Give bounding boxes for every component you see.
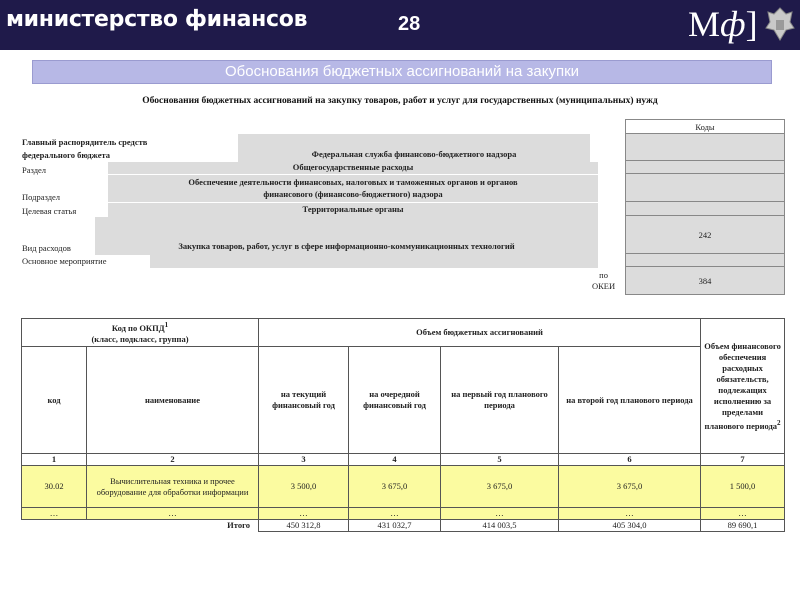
logo-letter-f: ф (720, 4, 746, 44)
code-header: код (22, 347, 87, 454)
main-activity-label: Основное мероприятие (22, 256, 107, 266)
okei-label-line1: по (599, 270, 608, 280)
target-item-label: Целевая статья (22, 206, 77, 216)
expense-type-label: Вид расходов (22, 243, 71, 253)
table-row (22, 508, 785, 520)
first-plan-year-header: на первый год планового периода (441, 347, 559, 454)
subsection-value-line1: Обеспечение деятельности финансовых, налоговых и таможенных органов и органов (188, 177, 518, 187)
target-item-field (108, 203, 598, 217)
row-second-plan-year: … (559, 508, 701, 520)
okpd-header (22, 319, 259, 347)
subsection-label: Подраздел (22, 192, 61, 202)
expense-type-value: Закупка товаров, работ, услуг в сфере информационно-коммуникационных технологий (178, 241, 515, 251)
current-year-header: на текущий финансовый год (259, 347, 349, 454)
appropriations-table (21, 318, 785, 532)
row-name: Вычислительная техника и прочее оборудование для обработки информации (87, 466, 259, 508)
row-financial-obligations: 1 500,0 (701, 466, 785, 508)
column-number: 4 (349, 454, 441, 466)
okei-code: 384 (626, 267, 785, 295)
coat-of-arms-icon (764, 4, 796, 44)
section-value: Общегосударственные расходы (292, 162, 414, 172)
total-next-year: 431 032,7 (349, 520, 441, 532)
total-current-year: 450 312,8 (259, 520, 349, 532)
total-financial-obligations: 89 690,1 (701, 520, 785, 532)
row-first-plan-year: 3 675,0 (441, 466, 559, 508)
column-number: 6 (559, 454, 701, 466)
table-row (22, 466, 785, 508)
section-banner: Обоснования бюджетных ассигнований на закупки (32, 60, 772, 84)
financial-obligations-text: Объем финансового обеспечения расходных обязательств, подлежащих исполнению за пределами планового периода (704, 340, 781, 431)
target-item-code (626, 202, 785, 216)
row-code: 30.02 (22, 466, 87, 508)
column-number: 1 (22, 454, 87, 466)
main-activity-field (150, 255, 598, 268)
logo-letter-m: М (688, 4, 721, 44)
section-label: Раздел (22, 165, 47, 175)
financial-obligations-header (701, 319, 785, 454)
column-number: 3 (259, 454, 349, 466)
subsection-code (626, 174, 785, 202)
row-code: … (22, 508, 87, 520)
codes-header: Коды (626, 120, 785, 134)
column-number: 7 (701, 454, 785, 466)
row-second-plan-year: 3 675,0 (559, 466, 701, 508)
row-name: … (87, 508, 259, 520)
second-plan-year-header: на второй год планового периода (559, 347, 701, 454)
column-number: 5 (441, 454, 559, 466)
column-number: 2 (87, 454, 259, 466)
row-current-year: 3 500,0 (259, 466, 349, 508)
chief-manager-field (238, 134, 590, 162)
logo-bracket: ] (745, 4, 758, 44)
name-header: наименование (87, 347, 259, 454)
total-spacer (22, 520, 87, 532)
chief-manager-label-line1: Главный распорядитель средств (22, 137, 148, 147)
subsection-value-line2: финансового (финансово-бюджетного) надзора (263, 189, 443, 199)
okpd-header-line2: (класс, подкласс, группа) (91, 333, 189, 344)
okpd-footnote-mark: 1 (164, 321, 169, 330)
chief-manager-value: Федеральная служба финансово-бюджетного надзора (311, 149, 517, 159)
row-financial-obligations: … (701, 508, 785, 520)
section-code (626, 161, 785, 174)
okei-label-line2: ОКЕИ (592, 281, 616, 291)
row-next-year: … (349, 508, 441, 520)
codes-table (625, 119, 785, 295)
slide-header (0, 0, 800, 50)
row-current-year: … (259, 508, 349, 520)
financial-footnote-mark: 2 (777, 418, 781, 427)
section-field (108, 162, 598, 174)
volume-header: Объем бюджетных ассигнований (259, 319, 701, 347)
form-subtitle: Обоснования бюджетных ассигнований на закупку товаров, работ и услуг для государственных (муниципальных) нужд (142, 96, 658, 106)
row-first-plan-year: … (441, 508, 559, 520)
expense-type-field (95, 217, 598, 255)
total-second-plan-year: 405 304,0 (559, 520, 701, 532)
ministry-title: министерство финансов (6, 7, 308, 32)
row-next-year: 3 675,0 (349, 466, 441, 508)
ministry-logo (688, 2, 760, 46)
subsection-field (108, 175, 598, 202)
total-label: Итого (227, 520, 250, 531)
total-row (22, 520, 785, 532)
okei-label (592, 270, 615, 292)
target-item-value: Территориальные органы (302, 204, 404, 214)
next-year-header: на очередной финансовый год (349, 347, 441, 454)
main-activity-code (626, 254, 785, 267)
total-first-plan-year: 414 003,5 (441, 520, 559, 532)
chief-manager-code (626, 134, 785, 161)
slide-number: 28 (398, 13, 421, 35)
expense-type-code: 242 (626, 216, 785, 254)
chief-manager-label-line2: федерального бюджета (22, 150, 111, 160)
okpd-header-line1: Код по ОКПД (111, 322, 165, 333)
